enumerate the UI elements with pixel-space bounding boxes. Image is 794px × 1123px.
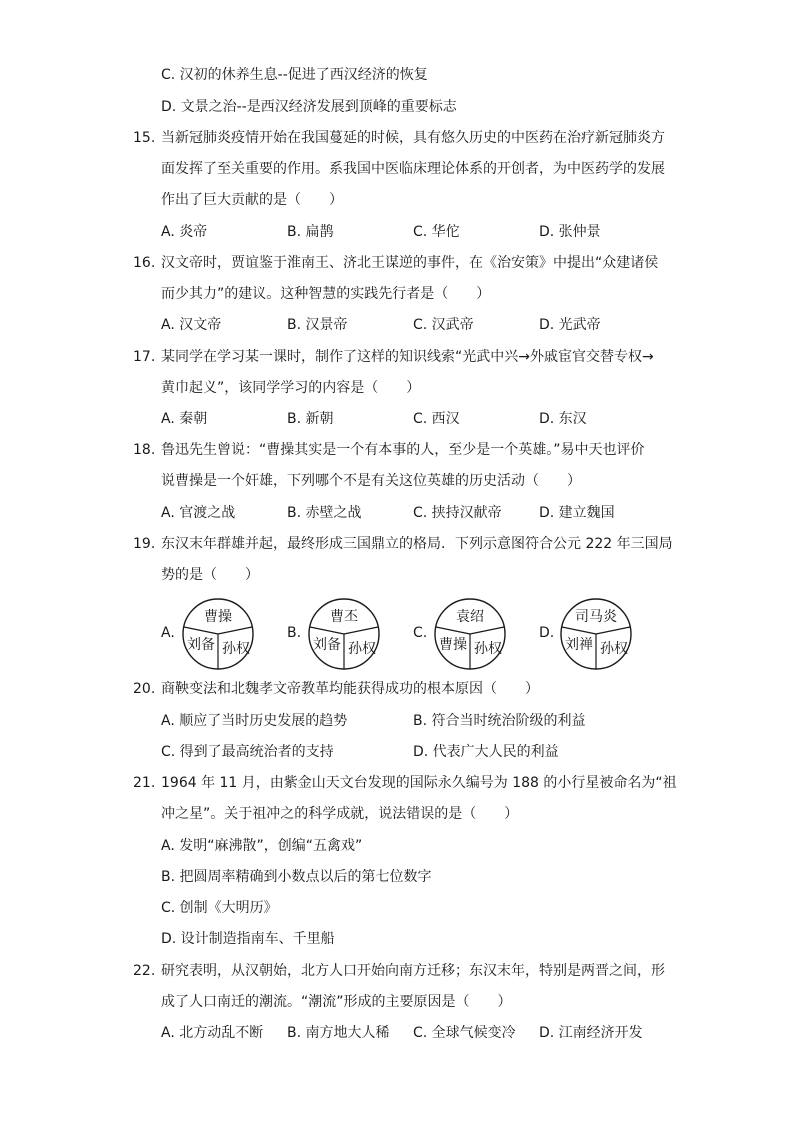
option-a: A. 汉文帝 bbox=[161, 317, 222, 333]
option-d: D. 建立魏国 bbox=[539, 505, 615, 521]
option-a: A. 顺应了当时历史发展的趋势 bbox=[161, 713, 348, 729]
question-stem-line: 黄巾起义”，该同学学习的内容是（ ） bbox=[161, 380, 421, 396]
question-stem-line: 当新冠肺炎疫情开始在我国蔓延的时候，具有悠久历史的中医药在治疗新冠肺炎方 bbox=[161, 130, 665, 146]
question-stem-line: 作出了巨大贡献的是（ ） bbox=[161, 192, 343, 208]
question-stem-line: 冲之星”。关于祖冲之的科学成就，说法错误的是（ ） bbox=[161, 806, 519, 822]
pie-top-label: 曹丕 bbox=[330, 609, 358, 625]
option-d: D. 设计制造指南车、千里船 bbox=[161, 931, 335, 947]
pie-right-label: 孙权 bbox=[348, 641, 376, 657]
option-b: B. 把圆周率精确到小数点以后的第七位数字 bbox=[161, 869, 432, 885]
pie-left-label: 刘备 bbox=[313, 637, 341, 653]
question-number: 20. bbox=[133, 681, 156, 697]
option-a: A. 炎帝 bbox=[161, 224, 208, 240]
question-stem-line: 鲁迅先生曾说：“曹操其实是一个有本事的人，至少是一个英雄。”易中天也评价 bbox=[161, 442, 645, 458]
option-d: D. 张仲景 bbox=[539, 224, 601, 240]
question-stem-line: 某同学在学习某一课时，制作了这样的知识线索“光武中兴→外戚宦官交替专权→ bbox=[161, 349, 654, 365]
option-a: A. 官渡之战 bbox=[161, 505, 236, 521]
question-stem-line: 东汉末年群雄并起，最终形成三国鼎立的格局．下列示意图符合公元 222 年三国局 bbox=[161, 536, 673, 552]
question-stem-line: 商鞅变法和北魏孝文帝教革均能获得成功的根本原因（ ） bbox=[161, 681, 539, 697]
pie-top-label: 袁绍 bbox=[456, 609, 484, 625]
option-c: C. 西汉 bbox=[413, 411, 460, 427]
question-stem-line: 说曹操是一个奸雄，下列哪个不是有关这位英雄的历史活动（ ） bbox=[161, 473, 581, 489]
question-stem-line: 势的是（ ） bbox=[161, 567, 259, 583]
question-number: 22. bbox=[133, 963, 156, 979]
option-c: C. 汉武帝 bbox=[413, 317, 474, 333]
q14-option-d: D. 文景之治--是西汉经济发展到顶峰的重要标志 bbox=[161, 99, 457, 115]
option-c: C. 挟持汉献帝 bbox=[413, 505, 502, 521]
option-c: C. 创制《大明历》 bbox=[161, 900, 278, 916]
pie-left-label: 曹操 bbox=[439, 637, 467, 653]
pie-diagram-c bbox=[428, 597, 512, 671]
option-b: B. bbox=[287, 625, 302, 641]
option-c: C. 全球气候变冷 bbox=[413, 1025, 516, 1041]
pie-right-label: 孙权 bbox=[600, 641, 628, 657]
question-number: 19. bbox=[133, 536, 156, 552]
question-number: 18. bbox=[133, 442, 156, 458]
option-a: A. 北方动乱不断 bbox=[161, 1025, 264, 1041]
option-d: D. bbox=[539, 625, 555, 641]
option-c: C. 得到了最高统治者的支持 bbox=[161, 744, 334, 760]
option-d: D. 代表广大人民的利益 bbox=[413, 744, 559, 760]
pie-diagram-a bbox=[176, 597, 260, 671]
option-a: A. bbox=[161, 625, 175, 641]
option-b: B. 赤壁之战 bbox=[287, 505, 362, 521]
pie-diagram-b bbox=[302, 597, 386, 671]
option-d: D. 江南经济开发 bbox=[539, 1025, 643, 1041]
pie-top-label: 曹操 bbox=[204, 609, 232, 625]
q14-option-c: C. 汉初的休养生息--促进了西汉经济的恢复 bbox=[161, 67, 428, 83]
option-a: A. 发明“麻沸散”，创编“五禽戏” bbox=[161, 838, 363, 854]
question-stem-line: 研究表明，从汉朝始，北方人口开始向南方迁移；东汉末年，特别是两晋之间，形 bbox=[161, 963, 665, 979]
question-stem-line: 而少其力”的建议。这种智慧的实践先行者是（ ） bbox=[161, 286, 491, 302]
pie-top-label: 司马炎 bbox=[575, 609, 617, 625]
question-stem-line: 1964 年 11 月，由紫金山天文台发现的国际永久编号为 188 的小行星被命名为“祖 bbox=[161, 775, 677, 791]
pie-right-label: 孙权 bbox=[474, 641, 502, 657]
question-stem-line: 面发挥了至关重要的作用。系我国中医临床理论体系的开创者，为中医药学的发展 bbox=[161, 161, 665, 177]
question-number: 16. bbox=[133, 255, 156, 271]
question-number: 21. bbox=[133, 775, 156, 791]
pie-left-label: 刘禅 bbox=[565, 637, 593, 653]
option-b: B. 新朝 bbox=[287, 411, 334, 427]
pie-diagram-d bbox=[554, 597, 638, 671]
option-c: C. 华佗 bbox=[413, 224, 460, 240]
question-stem-line: 成了人口南迁的潮流。“潮流”形成的主要原因是（ ） bbox=[161, 994, 512, 1010]
question-number: 17. bbox=[133, 349, 156, 365]
pie-right-label: 孙权 bbox=[222, 641, 250, 657]
option-b: B. 扁鹊 bbox=[287, 224, 334, 240]
option-d: D. 光武帝 bbox=[539, 317, 601, 333]
option-b: B. 符合当时统治阶级的利益 bbox=[413, 713, 586, 729]
option-a: A. 秦朝 bbox=[161, 411, 208, 427]
option-d: D. 东汉 bbox=[539, 411, 587, 427]
option-c: C. bbox=[413, 625, 428, 641]
option-b: B. 汉景帝 bbox=[287, 317, 348, 333]
question-number: 15. bbox=[133, 130, 156, 146]
question-stem-line: 汉文帝时，贾谊鉴于淮南王、济北王谋逆的事件，在《治安策》中提出“众建诸侯 bbox=[161, 255, 659, 271]
option-b: B. 南方地大人稀 bbox=[287, 1025, 390, 1041]
pie-left-label: 刘备 bbox=[187, 637, 215, 653]
